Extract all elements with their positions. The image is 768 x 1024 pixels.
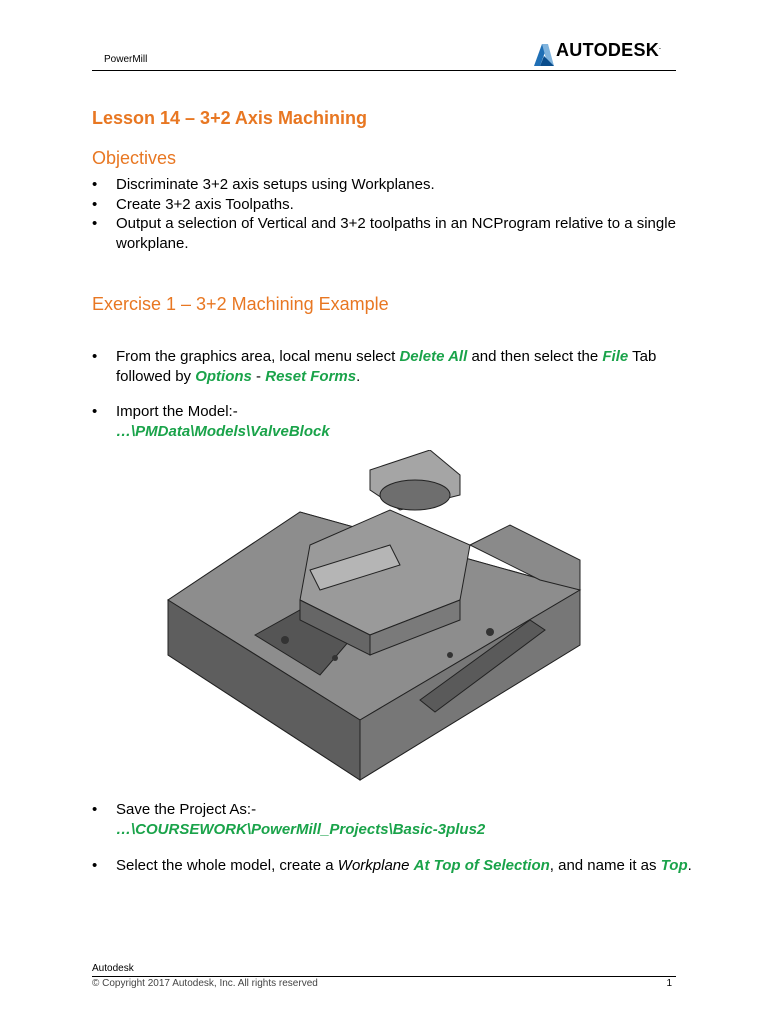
step-reset: [92, 347, 706, 386]
step-text: .: [356, 367, 361, 385]
keyword-workplane: Workplane: [337, 857, 410, 874]
exercise-heading: Exercise 1 – 3+2 Machining Example: [92, 294, 389, 314]
objective-item: • Output a selection of Vertical and 3+2 toolpaths in an NCProgram relative to a single workplane.: [92, 214, 682, 253]
keyword-at-top-of-selection: At Top of Selection: [413, 857, 550, 874]
bullet: •: [92, 801, 98, 818]
step-workplane: [92, 856, 706, 876]
step-save: [92, 800, 706, 839]
step-text: and then select the: [467, 348, 603, 365]
step-text: From the graphics area, local menu select: [116, 348, 400, 365]
keyword-reset-forms: Reset Forms: [265, 367, 357, 385]
header-divider: [92, 70, 676, 71]
objectives-heading: Objectives: [92, 148, 177, 168]
brand-name: [556, 40, 661, 61]
brand-mark: .: [659, 45, 662, 51]
brand-text: AUTODESK: [556, 40, 660, 60]
valveblock-model-image: [160, 450, 590, 790]
step-text: .: [687, 857, 692, 874]
step-import: [92, 402, 706, 441]
lesson-title: Lesson 14 – 3+2 Axis Machining: [92, 108, 367, 128]
step-text: Tab followed by: [116, 348, 657, 385]
keyword-delete-all: Delete All: [399, 348, 468, 365]
project-path: …\COURSEWORK\PowerMill_Projects\Basic-3plus2: [116, 820, 486, 838]
footer-divider: [92, 976, 676, 977]
step-text: , and name it as: [549, 857, 661, 874]
page-number: 1: [666, 978, 672, 989]
objective-item: • Create 3+2 axis Toolpaths.: [92, 195, 682, 215]
model-path: …\PMData\Models\ValveBlock: [116, 422, 330, 440]
keyword-top: Top: [660, 857, 688, 874]
bullet: •: [92, 348, 98, 365]
objectives-list: [92, 175, 682, 253]
footer-copyright: © Copyright 2017 Autodesk, Inc. All rights reserved: [92, 978, 318, 989]
keyword-file: File: [602, 348, 629, 365]
bullet: •: [92, 857, 98, 874]
step-text: Save the Project As:-: [116, 801, 257, 818]
objective-item: • Discriminate 3+2 axis setups using Workplanes.: [92, 175, 682, 195]
step-text: Import the Model:-: [116, 403, 238, 420]
keyword-options: Options: [195, 367, 252, 385]
footer-company: Autodesk: [92, 963, 134, 974]
header-app-name: PowerMill: [104, 54, 148, 65]
step-text: Select the whole model, create a: [116, 857, 338, 874]
step-text: -: [251, 367, 266, 385]
bullet: •: [92, 403, 98, 420]
